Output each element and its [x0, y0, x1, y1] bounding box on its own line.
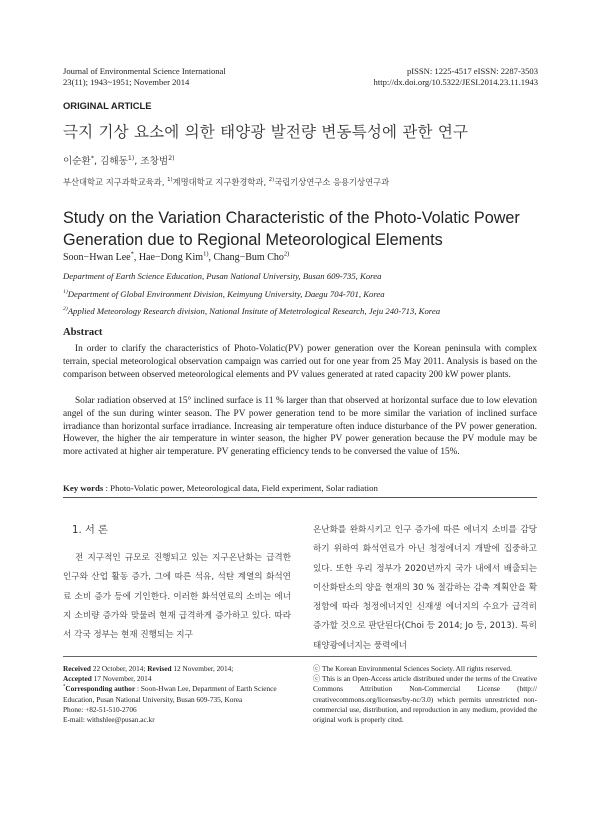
corresponding-label: Corresponding author	[65, 684, 136, 694]
english-affil-2-sup: 1)	[63, 289, 68, 296]
journal-header-right	[374, 66, 538, 88]
footnote-left	[63, 664, 289, 725]
korean-authors: 이순환*, 김해동$^{1)}$, 조창범$^{2)}$	[63, 154, 175, 167]
english-author-3-sup: 2)	[283, 250, 290, 258]
korean-affiliations	[63, 176, 389, 188]
korean-author-3: 조창범	[140, 156, 169, 167]
journal-header-left	[63, 66, 226, 88]
journal-name: Journal of Environmental Science International	[63, 66, 226, 76]
corresponding-text: : Soon-Hwan Lee, Department of Earth Science Education, Pusan National University, Busan 609-735, Korea	[63, 684, 277, 704]
abstract-paragraph-2: Solar radiation observed at 15° inclined surface is 11 % larger than that observed at horizontal surface due to low elevation angel of the sun during winter season. The PV power generation tend to be more similar the variation of inclined surface irradiance than horizontal surface irradiance. Increasing air temperature often induce disturbance of the PV power generation. However, the higher the air temperature in winter season, the higher PV power generation because the PV module may be more activated at higher air temperature. PV generating efficiency tends to be conversed the value of 15%.	[63, 396, 537, 458]
english-author-3: Chang−Bum Cho	[213, 252, 284, 263]
article-type: ORIGINAL ARTICLE	[63, 100, 152, 111]
accepted-line	[63, 674, 289, 684]
keywords	[63, 483, 378, 493]
intro-left-column: 전 지구적인 규모로 진행되고 있는 지구온난화는 급격한 인구와 산업 활동 증가, 그에 따른 석유, 석탄 계열의 화석연료 소비 증가 등에 기인한다. 이러한 화석연료의 소비는 에너지 소비량 증가와 맞물려 현재 급격하게 증가하고 있다. 따라서 각국 정부는 현재 진행되는 지구	[63, 553, 291, 641]
journal-issue: 23(11); 1943~1951; November 2014	[63, 77, 190, 87]
section-heading-introduction: 1. 서 론	[72, 525, 108, 536]
doi-link[interactable]: http://dx.doi.org/10.5322/JESI.2014.23.11.1943	[373, 77, 538, 87]
accepted-label: Accepted	[63, 674, 92, 684]
received-label: Received	[63, 664, 91, 673]
english-authors: Soon−Hwan Lee*, Hae−Dong Kim$^{1)}$, Chang−Bum Cho$^{2)}$	[63, 250, 290, 263]
keywords-text: : Photo-Volatic power, Meteorological data, Field experiment, Solar radiation	[103, 483, 378, 493]
korean-affil-2-sup: 1)	[167, 177, 173, 184]
corresponding-sup: *	[63, 684, 66, 690]
abstract-heading: Abstract	[63, 327, 103, 338]
phone: Phone: +82-51-510-2706	[63, 704, 137, 714]
accepted-date: 17 November, 2014	[91, 674, 152, 684]
divider	[63, 497, 537, 498]
korean-author-1: 이순환	[63, 156, 91, 167]
email[interactable]: E-mail: withshlee@pusan.ac.kr	[63, 715, 155, 725]
english-affil-2-line	[63, 288, 543, 302]
copyright-notice: ⓒ The Korean Environmental Sciences Society. All rights reserved.	[313, 664, 512, 673]
korean-author-3-sup: 2)	[168, 154, 175, 162]
korean-affil-1: 부산대학교 지구과학교육과,	[63, 177, 165, 187]
korean-affil-3-sup: 2)	[268, 177, 275, 184]
english-author-1: Soon−Hwan Lee	[63, 252, 131, 263]
dates-line	[63, 664, 289, 674]
english-author-1-sup: *	[130, 250, 134, 258]
intro-right-column: 온난화를 완화시키고 인구 증가에 따른 에너지 소비를 감당하기 위하여 화석연료가 아닌 청정에너지 개발에 집중하고 있다. 또한 우리 정부가 2020년까지 국가 내에서 배출되는 이산화탄소의 양을 현재의 30 % 절감하는 감축 계획안을 확정함에 따라 청정에너지인 신재생 에너지의 수요가 급격히 증가할 것으로 판단된다(Choi 등 2014; Jo 등, 2013). 특히 태양광에너지는 풍력에너	[313, 525, 537, 651]
korean-affil-2: 계명대학교 지구환경학과,	[172, 177, 267, 187]
english-affil-1: Department of Earth Science Education, Pusan National University, Busan 609-735, Korea	[63, 271, 382, 281]
english-affil-2: Department of Global Environment Division, Keimyung University, Daegu 704-701, Korea	[67, 289, 385, 299]
revised-date: 12 November, 2014;	[171, 664, 234, 673]
english-affil-3: Applied Meteorology Research division, National Insitute of Metetrological Research, Jeju 240-713, Korea	[67, 306, 441, 316]
footnote-divider	[63, 656, 537, 657]
korean-title: 극지 기상 요소에 의한 태양광 발전량 변동특성에 관한 연구	[63, 123, 469, 141]
corresponding-author	[63, 684, 289, 704]
english-title: Study on the Variation Characteristic of the Photo-Volatic Power Generation due to Regional Meteorological Elements	[63, 209, 520, 249]
revised-label: Revised	[147, 664, 172, 673]
footnote-right	[313, 664, 537, 725]
english-affil-3-sup: 2)	[63, 306, 68, 313]
license-notice: ⓒ This is an Open-Access article distributed under the terms of the Creative Commons Attribution Non-Commercial License (http:// creativecommons.org/licenses/by-nc/3.0) which permits unrestricted non-commercial use, distribution, and reproduction in any medium, provided the original work is properly cited.	[313, 674, 537, 725]
received-date: 22 October, 2014;	[90, 664, 148, 673]
korean-affil-3: 국립기상연구소 응용기상연구과	[274, 177, 390, 187]
korean-author-1-sup: *	[90, 154, 94, 162]
issn: pISSN: 1225-4517 eISSN: 2287-3503	[406, 66, 538, 76]
english-affil-3-line	[63, 305, 543, 319]
korean-author-2-sup: 1)	[127, 154, 135, 162]
english-author-2: Hae−Dong Kim	[138, 252, 204, 263]
korean-author-2: 김해동	[100, 156, 128, 167]
english-author-2-sup: 1)	[203, 250, 209, 258]
keywords-label: Key words	[63, 483, 104, 493]
abstract-paragraph-1: In order to clarify the characteristics of Photo-Volatic(PV) power generation over the Korean peninsula with complex terrain, special meteorological observation campaign was carried out for one year from 25 May 2011. Analysis is based on the comparison between observed meteorological elements and PV values generated at rated capacity 200 kW power plants.	[63, 344, 537, 380]
